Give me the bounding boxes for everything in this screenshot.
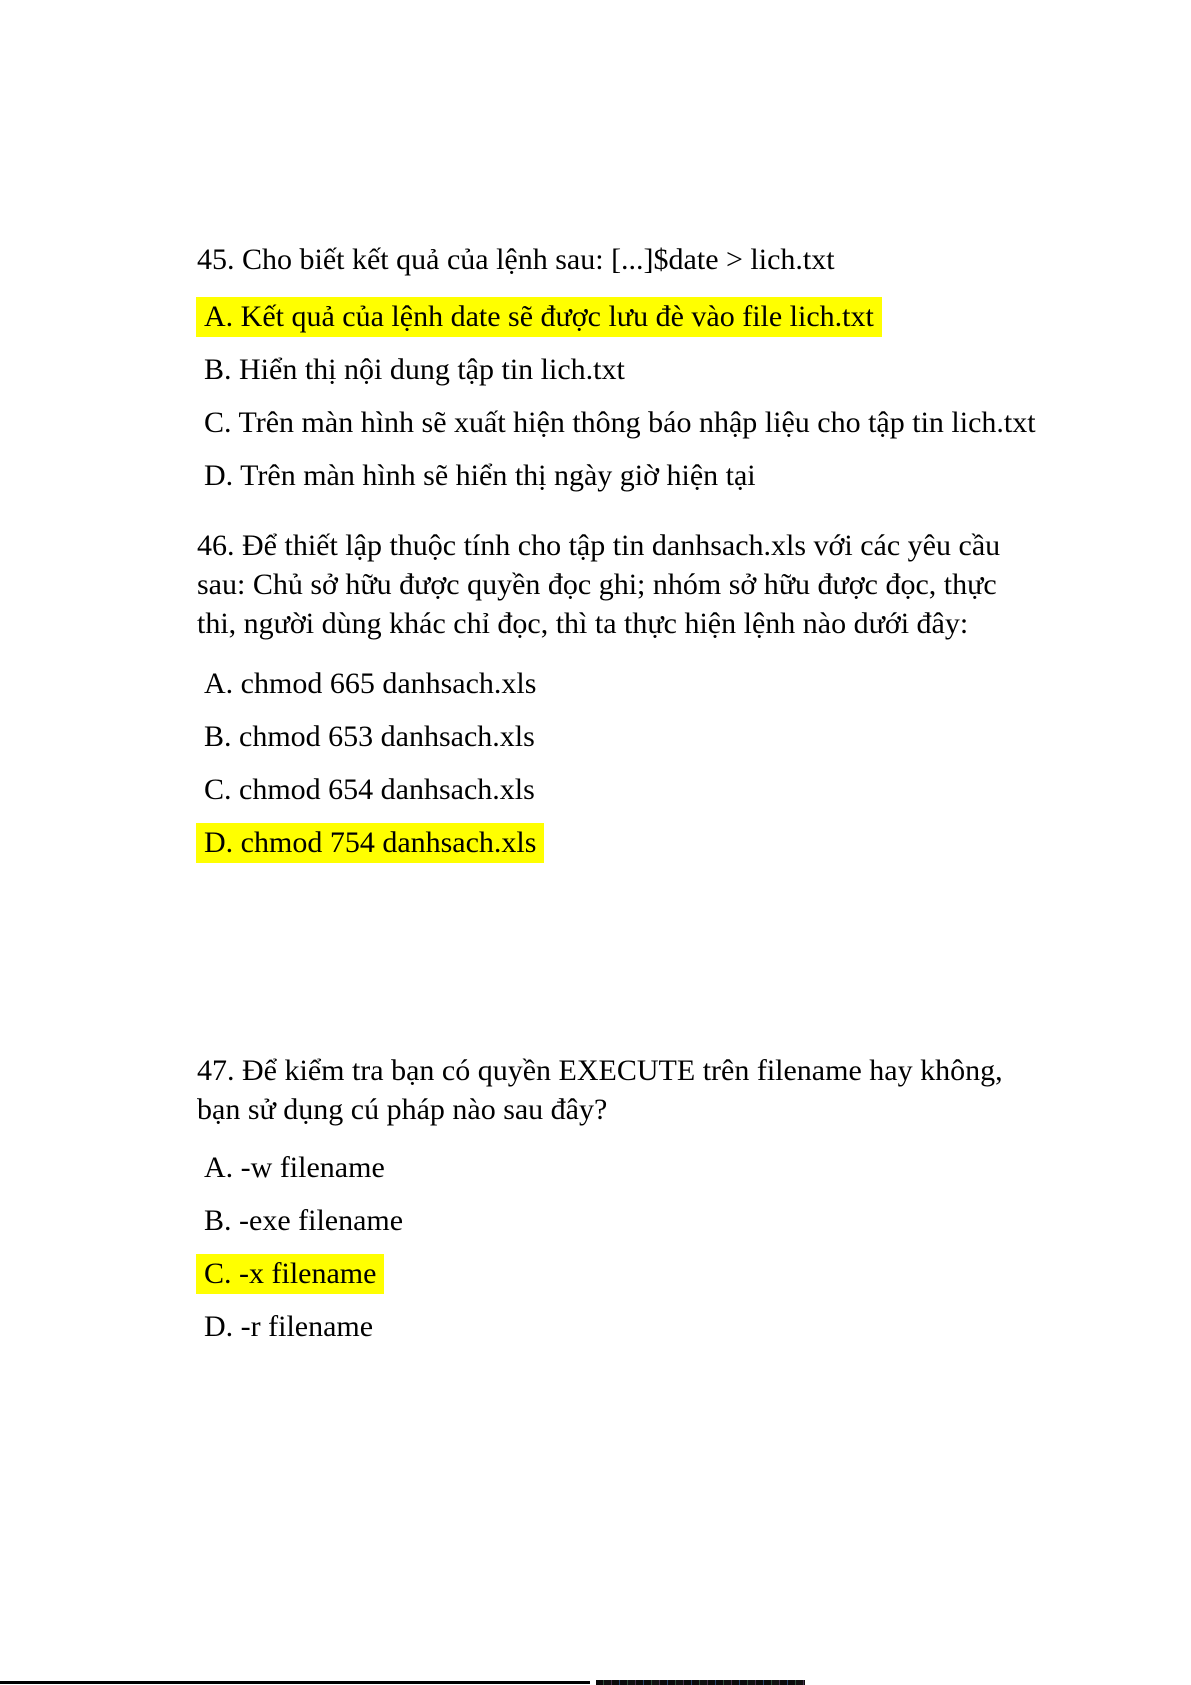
question-45 [197,240,835,279]
question-46-option-a [196,664,544,704]
option-a-text: A. Kết quả của lệnh date sẽ được lưu đè vào file lich.txt [196,297,882,337]
option-a-text: A. chmod 665 danhsach.xls [204,667,537,700]
question-47-option-b [196,1201,411,1241]
question-46-option-b [196,717,543,757]
option-d-text: D. Trên màn hình sẽ hiển thị ngày giờ hiện tại [204,459,756,492]
question-46-option-c [196,770,543,810]
option-b-text: B. chmod 653 danhsach.xls [204,720,535,753]
question-47-line-1: 47. Để kiểm tra bạn có quyền EXECUTE trên filename hay không, [197,1054,1003,1087]
question-47-option-d [196,1307,381,1347]
question-46-line-1: 46. Để thiết lập thuộc tính cho tập tin danhsach.xls với các yêu cầu [197,529,1001,562]
option-b-text: B. Hiển thị nội dung tập tin lich.txt [204,353,625,386]
option-b-text: B. -exe filename [204,1204,404,1237]
question-45-option-a [196,297,882,337]
question-47-option-c [196,1254,384,1294]
option-c-text: C. Trên màn hình sẽ xuất hiện thông báo nhập liệu cho tập tin lich.txt [204,406,1036,439]
question-45-option-c [196,403,1044,443]
question-46-line-3: thi, người dùng khác chỉ đọc, thì ta thực hiện lệnh nào dưới đây: [197,607,969,640]
option-d-text: D. -r filename [204,1310,374,1343]
question-45-line-1: 45. Cho biết kết quả của lệnh sau: [...]$date > lich.txt [197,243,835,276]
option-c-text: C. -x filename [196,1254,384,1294]
question-47 [197,1051,1003,1129]
question-46 [197,526,1000,643]
question-46-line-2: sau: Chủ sở hữu được quyền đọc ghi; nhóm sở hữu được đọc, thực [197,568,997,601]
option-d-text: D. chmod 754 danhsach.xls [196,823,544,863]
question-47-line-2: bạn sử dụng cú pháp nào sau đây? [197,1093,608,1126]
question-45-option-d [196,456,764,496]
bottom-edge-bar-dithered [596,1680,805,1685]
option-a-text: A. -w filename [204,1151,385,1184]
question-46-option-d [196,823,544,863]
question-45-option-b [196,350,633,390]
question-47-option-a [196,1148,393,1188]
option-c-text: C. chmod 654 danhsach.xls [204,773,535,806]
bottom-edge-bar [0,1681,590,1684]
